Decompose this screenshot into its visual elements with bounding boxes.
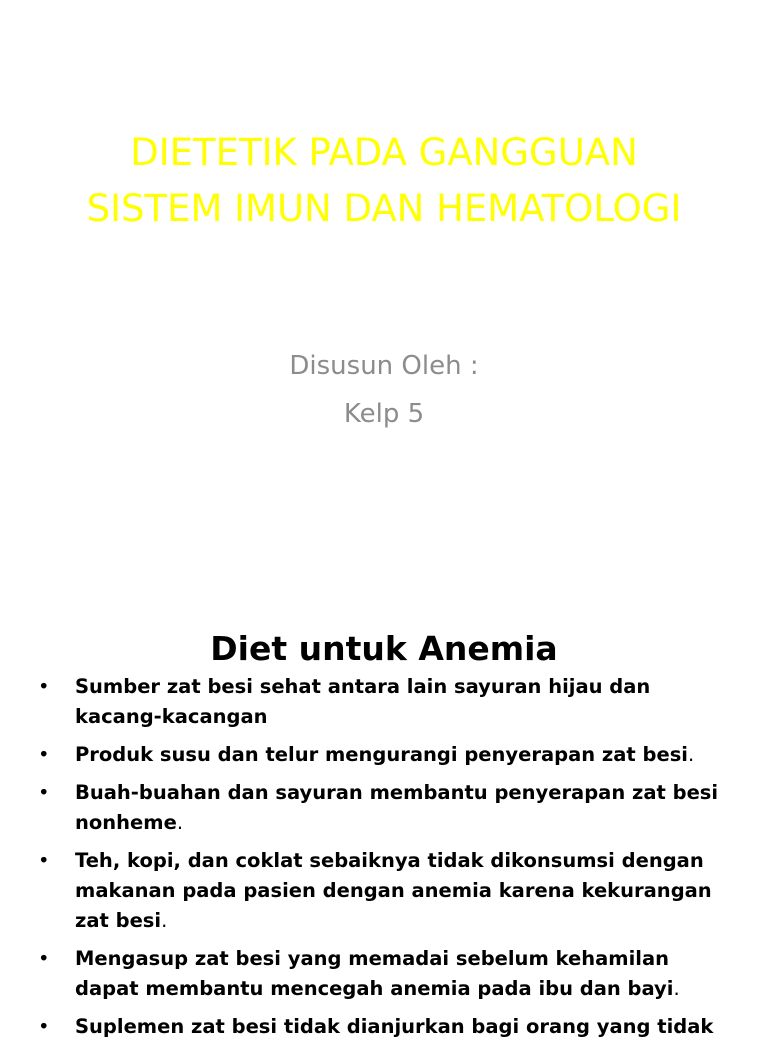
bullet-text: Suplemen zat besi tidak dianjurkan bagi orang yang tidak	[75, 1015, 714, 1038]
bullet-item	[38, 740, 738, 770]
bullet-item	[38, 672, 738, 732]
bullet-end: .	[688, 743, 695, 766]
bullet-icon: •	[38, 781, 50, 804]
bullet-item	[38, 846, 738, 936]
group-name: Kelp 5	[343, 399, 425, 429]
slide-title	[0, 125, 768, 237]
bullet-text: Produk susu dan telur mengurangi penyerapan zat besi	[75, 743, 688, 766]
bullet-item	[38, 778, 738, 838]
bullet-end: .	[176, 811, 184, 834]
bullet-icon: •	[38, 675, 50, 698]
bullet-icon: •	[38, 743, 50, 766]
content-slide	[0, 576, 768, 1038]
bullet-item	[38, 944, 738, 1004]
slide-subtitle	[0, 342, 768, 438]
slide-title-line-2: SISTEM IMUN DAN HEMATOLOGI	[86, 186, 682, 230]
bullet-icon: •	[38, 1015, 50, 1038]
author-label: Disusun Oleh :	[289, 351, 479, 381]
bullet-list	[38, 672, 738, 1050]
bullet-text: Teh, kopi, dan coklat sebaiknya tidak dikonsumsi dengan makanan pada pasien dengan anemia karena kekurangan zat besi	[75, 849, 712, 932]
slide-title-line-1: DIETETIK PADA GANGGUAN	[130, 130, 638, 174]
bullet-text: Buah-buahan dan sayuran membantu penyerapan zat besi nonheme	[75, 781, 719, 834]
bullet-text: Sumber zat besi sehat antara lain sayuran hijau dan kacang-kacangan	[75, 675, 651, 728]
bullet-icon: •	[38, 947, 50, 970]
content-heading: Diet untuk Anemia	[210, 629, 558, 669]
bullet-item	[38, 1012, 738, 1042]
bullet-end: .	[161, 909, 168, 932]
bullet-icon: •	[38, 849, 50, 872]
bullet-end: .	[673, 977, 680, 1000]
bullet-text: Mengasup zat besi yang memadai sebelum kehamilan dapat membantu mencegah anemia pada ibu dan bayi	[75, 947, 674, 1000]
